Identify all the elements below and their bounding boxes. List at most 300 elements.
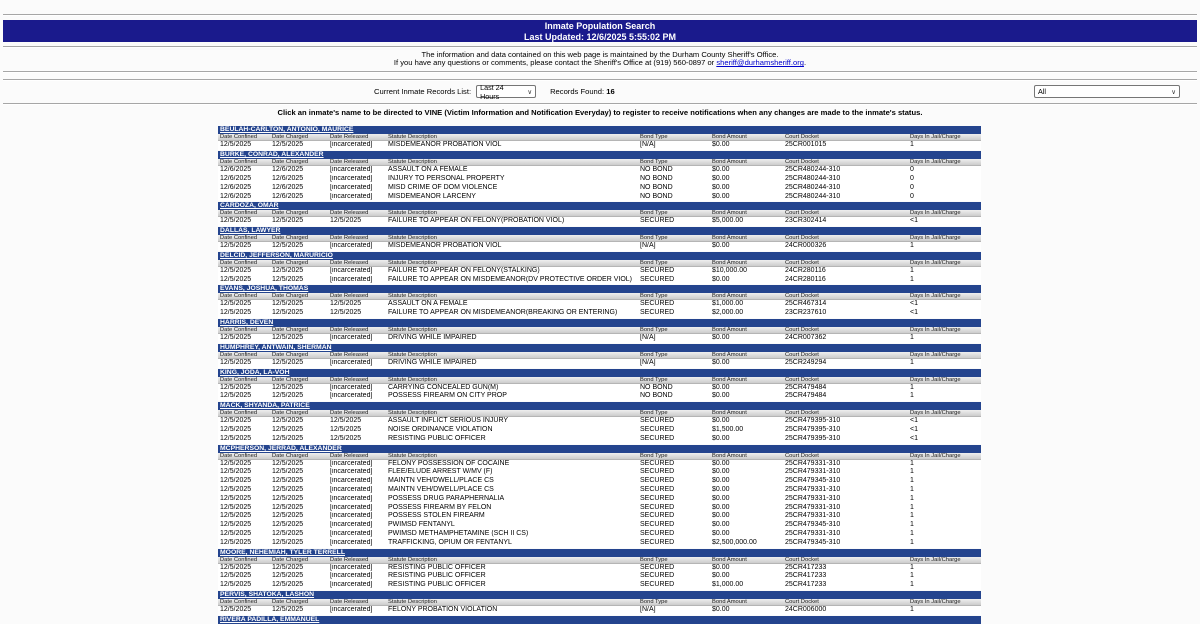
- cell: $0.00: [712, 358, 730, 366]
- inmate-name-link[interactable]: MCPHERSON, JERRAD, ALEXANDER: [220, 444, 342, 452]
- cell: 12/5/2025: [220, 383, 252, 391]
- cell: SECURED: [640, 266, 675, 274]
- chevron-down-icon: ∨: [527, 88, 533, 96]
- table-row: [218, 267, 981, 276]
- cell: 12/6/2025: [272, 174, 304, 182]
- cell: $0.00: [712, 477, 730, 485]
- inmate-name-link[interactable]: BEULAH-CARLTON, ANTONIO, MAURICE: [220, 126, 354, 134]
- column-header-row: [218, 134, 981, 141]
- cell: 25CR480244-310: [785, 166, 841, 174]
- cell: 12/5/2025: [272, 581, 304, 589]
- cell: SECURED: [640, 486, 675, 494]
- column-header: Date Released: [330, 259, 369, 266]
- inmate-section: [218, 402, 981, 443]
- cell: [incarcerated]: [330, 494, 373, 502]
- cell: 12/5/2025: [272, 358, 304, 366]
- cell: NO BOND: [640, 183, 673, 191]
- cell: 25CR479331-310: [785, 503, 841, 511]
- cell: 12/5/2025: [272, 486, 304, 494]
- column-header: Bond Amount: [712, 134, 747, 141]
- column-header: Court Docket: [785, 327, 819, 334]
- inmate-name-link[interactable]: HARRIS, DEVEN: [220, 319, 274, 327]
- column-header: Date Released: [330, 376, 369, 383]
- column-header: Court Docket: [785, 376, 819, 383]
- cell: ASSAULT INFLICT SERIOUS INJURY: [388, 417, 509, 425]
- cell: 25CR480244-310: [785, 183, 841, 191]
- inmate-name-link[interactable]: EVANS, JOSHUA, THOMAS: [220, 285, 309, 293]
- cell: 12/5/2025: [330, 434, 362, 442]
- cell: 1: [910, 141, 914, 149]
- column-header-row: [218, 453, 981, 460]
- column-header: Bond Type: [640, 159, 668, 166]
- column-header: Date Confined: [220, 134, 258, 141]
- cell: 12/5/2025: [272, 334, 304, 342]
- column-header: Bond Amount: [712, 410, 747, 417]
- inmate-section: [218, 591, 981, 615]
- cell: $0.00: [712, 563, 730, 571]
- inmate-name-link[interactable]: DELCID, JEFFERSON, MARURICIO: [220, 251, 333, 259]
- column-header-row: [218, 327, 981, 334]
- cell: 1: [910, 383, 914, 391]
- info-line-1: The information and data contained on this web page is maintained by the Durham County Sheriff's Office.: [421, 50, 779, 59]
- column-header: Date Charged: [272, 134, 309, 141]
- table-row: [218, 572, 981, 581]
- cell: 1: [910, 486, 914, 494]
- inmate-name-bar: [218, 151, 981, 159]
- cell: [incarcerated]: [330, 572, 373, 580]
- cell: POSSESS STOLEN FIREARM: [388, 512, 485, 520]
- cell: 1: [910, 512, 914, 520]
- cell: 25CR479484: [785, 383, 827, 391]
- cell: [incarcerated]: [330, 141, 373, 149]
- cell: [incarcerated]: [330, 392, 373, 400]
- cell: 25CR479345-310: [785, 477, 841, 485]
- cell: 12/5/2025: [272, 141, 304, 149]
- cell: NO BOND: [640, 174, 673, 182]
- table-row: [218, 175, 981, 184]
- cell: 12/5/2025: [272, 563, 304, 571]
- vine-instruction: Click an inmate's name to be directed to VINE (Victim Information and Notification Everyday) to register to receive notifications when any changes are made to the inmate's status.: [277, 107, 923, 117]
- column-header: Bond Amount: [712, 327, 747, 334]
- column-header: Court Docket: [785, 210, 819, 217]
- inmate-table: [218, 126, 981, 624]
- table-row: [218, 384, 981, 393]
- cell: 12/5/2025: [220, 521, 252, 529]
- column-header: Date Confined: [220, 259, 258, 266]
- cell: 1: [910, 477, 914, 485]
- table-row: [218, 530, 981, 539]
- inmate-name-link[interactable]: MOORE, NEHEMIAH, TYLER TERRELL: [220, 548, 345, 556]
- records-list-label: Current Inmate Records List:: [374, 87, 472, 97]
- cell: TRAFFICKING, OPIUM OR FENTANYL: [388, 538, 512, 546]
- cell: 12/5/2025: [220, 309, 252, 317]
- table-row: [218, 606, 981, 615]
- table-row: [218, 468, 981, 477]
- cell: [incarcerated]: [330, 192, 373, 200]
- cell: 12/5/2025: [272, 217, 304, 225]
- column-header: Date Charged: [272, 235, 309, 242]
- column-header: Statute Description: [388, 351, 437, 358]
- cell: 25CR479345-310: [785, 521, 841, 529]
- inmate-name-link[interactable]: HUMPHREY, ANTWAIN, SHERMAN: [220, 343, 332, 351]
- cell: 12/5/2025: [272, 242, 304, 250]
- cell: 1: [910, 538, 914, 546]
- inmate-section: [218, 285, 981, 318]
- inmate-name-bar: [218, 369, 981, 377]
- column-header: Days In Jail/Charge: [910, 351, 961, 358]
- cell: RESISTING PUBLIC OFFICER: [388, 563, 486, 571]
- filter-select[interactable]: [1034, 85, 1180, 98]
- cell: POSSESS FIREARM BY FELON: [388, 503, 492, 511]
- column-header: Days In Jail/Charge: [910, 210, 961, 217]
- cell: SECURED: [640, 309, 675, 317]
- cell: 25CR479395-310: [785, 434, 841, 442]
- cell: 12/5/2025: [220, 217, 252, 225]
- cell: NOISE ORDINANCE VIOLATION: [388, 426, 493, 434]
- inmate-name-link[interactable]: RIVERA PADILLA, EMMANUEL: [220, 615, 320, 623]
- column-header: Court Docket: [785, 351, 819, 358]
- cell: <1: [910, 417, 918, 425]
- cell: FAILURE TO APPEAR ON FELONY(STALKING): [388, 266, 540, 274]
- cell: $10,000.00: [712, 266, 748, 274]
- column-header: Date Released: [330, 327, 369, 334]
- cell: $0.00: [712, 468, 730, 476]
- column-header: Date Released: [330, 235, 369, 242]
- inmate-name-link[interactable]: PERVIS, SHATOKA, LASHON: [220, 591, 315, 599]
- cell: 25CR479331-310: [785, 486, 841, 494]
- cell: $0.00: [712, 192, 730, 200]
- cell: 12/6/2025: [272, 192, 304, 200]
- cell: 25CR479395-310: [785, 417, 841, 425]
- column-header-row: [218, 410, 981, 417]
- info-line-2-period: .: [803, 58, 807, 68]
- filter-selected-value: All: [1038, 87, 1046, 97]
- column-header: Date Released: [330, 599, 369, 606]
- cell: SECURED: [640, 459, 675, 467]
- chevron-down-icon: ∨: [1171, 88, 1176, 96]
- cell: SECURED: [640, 434, 675, 442]
- column-header: Date Released: [330, 159, 369, 166]
- inmate-name-bar: [218, 252, 981, 260]
- table-row: [218, 512, 981, 521]
- cell: [incarcerated]: [330, 358, 373, 366]
- cell: 12/5/2025: [272, 572, 304, 580]
- column-header-row: [218, 235, 981, 242]
- table-row: [218, 300, 981, 309]
- cell: 1: [910, 572, 914, 580]
- cell: [incarcerated]: [330, 183, 373, 191]
- cell: 1: [910, 242, 914, 250]
- column-header: Days In Jail/Charge: [910, 410, 961, 417]
- cell: $0.00: [712, 383, 730, 391]
- cell: 25CR480244-310: [785, 192, 841, 200]
- cell: 12/6/2025: [220, 174, 252, 182]
- column-header: Bond Amount: [712, 599, 747, 606]
- cell: 1: [910, 581, 914, 589]
- cell: ASSAULT ON A FEMALE: [388, 166, 468, 174]
- table-row: [218, 460, 981, 469]
- column-header: Date Charged: [272, 327, 309, 334]
- table-row: [218, 359, 981, 368]
- column-header: Bond Type: [640, 410, 668, 417]
- cell: $1,000.00: [712, 581, 744, 589]
- table-row: [218, 184, 981, 193]
- inmate-section: [218, 252, 981, 285]
- table-row: [218, 242, 981, 251]
- cell: 12/6/2025: [220, 183, 252, 191]
- inmate-name-bar: [218, 591, 981, 599]
- cell: [incarcerated]: [330, 383, 373, 391]
- cell: 12/5/2025: [220, 581, 252, 589]
- column-header: Date Charged: [272, 599, 309, 606]
- inmate-name-link[interactable]: BURKE, CONRAD, ALEXANDER: [220, 151, 324, 159]
- cell: [incarcerated]: [330, 266, 373, 274]
- info-block: [0, 48, 1200, 71]
- column-header: Date Confined: [220, 599, 258, 606]
- cell: SECURED: [640, 468, 675, 476]
- column-header: Bond Type: [640, 376, 668, 383]
- cell: 24CR000326: [785, 242, 827, 250]
- cell: $0.00: [712, 572, 730, 580]
- cell: SECURED: [640, 217, 675, 225]
- cell: $0.00: [712, 606, 730, 614]
- cell: [N/A]: [640, 242, 656, 250]
- cell: 25CR479331-310: [785, 468, 841, 476]
- table-row: [218, 581, 981, 590]
- cell: 25CR417233: [785, 581, 827, 589]
- cell: 12/5/2025: [220, 494, 252, 502]
- cell: $0.00: [712, 494, 730, 502]
- column-header: Statute Description: [388, 410, 437, 417]
- column-header: Date Confined: [220, 376, 258, 383]
- cell: 12/5/2025: [220, 141, 252, 149]
- cell: 12/6/2025: [272, 166, 304, 174]
- column-header: Days In Jail/Charge: [910, 556, 961, 563]
- cell: 25CR479395-310: [785, 426, 841, 434]
- cell: 25CR479331-310: [785, 512, 841, 520]
- cell: 12/5/2025: [272, 459, 304, 467]
- column-header: Date Confined: [220, 556, 258, 563]
- cell: $0.00: [712, 392, 730, 400]
- cell: 12/5/2025: [272, 477, 304, 485]
- cell: 1: [910, 334, 914, 342]
- cell: 12/5/2025: [272, 530, 304, 538]
- cell: SECURED: [640, 563, 675, 571]
- table-row: [218, 495, 981, 504]
- cell: 1: [910, 275, 914, 283]
- cell: 24CR280116: [785, 275, 826, 283]
- column-header: Days In Jail/Charge: [910, 235, 961, 242]
- inmate-name-bar: [218, 285, 981, 293]
- sheriff-email-link[interactable]: sheriff@durhamsheriff.org: [716, 58, 804, 68]
- column-header: Date Released: [330, 452, 369, 459]
- column-header: Days In Jail/Charge: [910, 159, 961, 166]
- column-header-row: [218, 210, 981, 217]
- cell: 12/5/2025: [272, 468, 304, 476]
- column-header: Court Docket: [785, 452, 819, 459]
- cell: MISD CRIME OF DOM VIOLENCE: [388, 183, 498, 191]
- inmate-section: [218, 549, 981, 590]
- column-header: Date Confined: [220, 293, 258, 300]
- table-row: [218, 276, 981, 285]
- cell: $0.00: [712, 512, 730, 520]
- column-header-row: [218, 293, 981, 300]
- page-title: Inmate Population Search: [544, 21, 656, 31]
- cell: 12/6/2025: [220, 192, 252, 200]
- cell: 12/5/2025: [220, 468, 252, 476]
- cell: [N/A]: [640, 358, 656, 366]
- column-header-row: [218, 599, 981, 606]
- column-header: Date Released: [330, 410, 369, 417]
- cell: POSSESS DRUG PARAPHERNALIA: [388, 494, 505, 502]
- column-header: Date Confined: [220, 351, 258, 358]
- divider: [3, 14, 1197, 16]
- table-row: [218, 435, 981, 444]
- cell: 12/5/2025: [272, 426, 304, 434]
- cell: 12/5/2025: [272, 512, 304, 520]
- cell: 12/5/2025: [220, 477, 252, 485]
- cell: 12/6/2025: [220, 166, 252, 174]
- cell: MISDEMEANOR PROBATION VIOL: [388, 141, 502, 149]
- column-header: Statute Description: [388, 327, 437, 334]
- cell: [incarcerated]: [330, 174, 373, 182]
- column-header: Days In Jail/Charge: [910, 327, 961, 334]
- cell: 1: [910, 563, 914, 571]
- column-header: Date Charged: [272, 210, 309, 217]
- column-header: Date Released: [330, 351, 369, 358]
- cell: 12/5/2025: [220, 275, 252, 283]
- cell: [incarcerated]: [330, 477, 373, 485]
- cell: 25CR480244-310: [785, 174, 841, 182]
- cell: SECURED: [640, 512, 675, 520]
- cell: 1: [910, 358, 914, 366]
- cell: 12/5/2025: [220, 512, 252, 520]
- cell: SECURED: [640, 581, 675, 589]
- cell: PWIMSD METHAMPHETAMINE (SCH II CS): [388, 530, 529, 538]
- cell: FAILURE TO APPEAR ON FELONY(PROBATION VIOL): [388, 217, 565, 225]
- column-header-row: [218, 377, 981, 384]
- column-header: Days In Jail/Charge: [910, 376, 961, 383]
- cell: SECURED: [640, 503, 675, 511]
- cell: 25CR479331-310: [785, 530, 841, 538]
- cell: 12/5/2025: [220, 300, 252, 308]
- inmate-section: [218, 445, 981, 548]
- table-row: [218, 309, 981, 318]
- cell: 1: [910, 266, 914, 274]
- cell: 24CR280116: [785, 266, 826, 274]
- cell: FELONY POSSESSION OF COCAINE: [388, 459, 510, 467]
- cell: [incarcerated]: [330, 459, 373, 467]
- cell: 12/5/2025: [330, 300, 362, 308]
- inmate-name-link[interactable]: MACK, SHYANDA, PATRICE: [220, 402, 310, 410]
- column-header: Date Charged: [272, 293, 309, 300]
- cell: $0.00: [712, 521, 730, 529]
- table-row: [218, 217, 981, 226]
- cell: 0: [910, 183, 914, 191]
- cell: ASSAULT ON A FEMALE: [388, 300, 468, 308]
- cell: $0.00: [712, 434, 730, 442]
- cell: [incarcerated]: [330, 468, 373, 476]
- column-header: Date Charged: [272, 376, 309, 383]
- column-header: Date Confined: [220, 410, 258, 417]
- inmate-name-bar: [218, 445, 981, 453]
- column-header: Date Released: [330, 210, 369, 217]
- column-header: Bond Amount: [712, 210, 747, 217]
- column-header-row: [218, 557, 981, 564]
- cell: $0.00: [712, 174, 730, 182]
- column-header: Statute Description: [388, 599, 437, 606]
- cell: NO BOND: [640, 392, 673, 400]
- cell: FAILURE TO APPEAR ON MISDEMEANOR(BREAKING OR ENTERING): [388, 309, 618, 317]
- column-header: Date Confined: [220, 452, 258, 459]
- cell: [incarcerated]: [330, 530, 373, 538]
- table-row: [218, 426, 981, 435]
- cell: 23CR237610: [785, 309, 827, 317]
- cell: 25CR479331-310: [785, 459, 841, 467]
- cell: 0: [910, 166, 914, 174]
- cell: 12/5/2025: [272, 383, 304, 391]
- column-header: Bond Type: [640, 293, 668, 300]
- cell: 25CR417233: [785, 572, 827, 580]
- cell: [N/A]: [640, 334, 656, 342]
- column-header: Bond Type: [640, 259, 668, 266]
- cell: [incarcerated]: [330, 486, 373, 494]
- cell: PWIMSD FENTANYL: [388, 521, 455, 529]
- column-header: Court Docket: [785, 556, 819, 563]
- records-list-select[interactable]: [476, 82, 536, 101]
- records-found-label: Records Found:: [550, 87, 605, 97]
- table-row: [218, 392, 981, 401]
- cell: 12/5/2025: [220, 417, 252, 425]
- cell: $5,000.00: [712, 217, 744, 225]
- cell: $0.00: [712, 459, 730, 467]
- cell: 12/5/2025: [272, 606, 304, 614]
- cell: $0.00: [712, 334, 730, 342]
- inmate-name-link[interactable]: DALLAS, LAWYER: [220, 227, 281, 235]
- column-header: Bond Type: [640, 235, 668, 242]
- cell: 24CR006000: [785, 606, 827, 614]
- column-header: Court Docket: [785, 134, 819, 141]
- cell: NO BOND: [640, 192, 673, 200]
- cell: NO BOND: [640, 383, 673, 391]
- cell: 12/5/2025: [220, 486, 252, 494]
- column-header: Bond Amount: [712, 159, 747, 166]
- cell: MAINTN VEH/DWELL/PLACE CS: [388, 486, 494, 494]
- last-updated-text: Last Updated: 12/6/2025 5:55:02 PM: [523, 31, 677, 42]
- column-header: Date Released: [330, 556, 369, 563]
- cell: $0.00: [712, 183, 730, 191]
- inmate-name-bar: [218, 549, 981, 557]
- cell: DRIVING WHILE IMPAIRED: [388, 358, 477, 366]
- cell: <1: [910, 426, 918, 434]
- column-header: Statute Description: [388, 159, 437, 166]
- cell: MAINTN VEH/DWELL/PLACE CS: [388, 477, 494, 485]
- cell: 25CR249294: [785, 358, 827, 366]
- cell: FELONY PROBATION VIOLATION: [388, 606, 498, 614]
- inmate-name-link[interactable]: CARDOZA, OMAR: [220, 202, 279, 210]
- column-header: Statute Description: [388, 293, 437, 300]
- cell: 12/5/2025: [272, 521, 304, 529]
- inmate-name-bar: [218, 202, 981, 210]
- column-header: Date Released: [330, 293, 369, 300]
- cell: <1: [910, 217, 918, 225]
- inmate-name-link[interactable]: KING, JODA, LA-VOH: [220, 368, 290, 376]
- records-list-selected-value: Last 24 Hours: [480, 82, 504, 101]
- cell: <1: [910, 434, 918, 442]
- info-line-2: [0, 59, 1200, 67]
- column-header: Court Docket: [785, 599, 819, 606]
- column-header: Bond Type: [640, 134, 668, 141]
